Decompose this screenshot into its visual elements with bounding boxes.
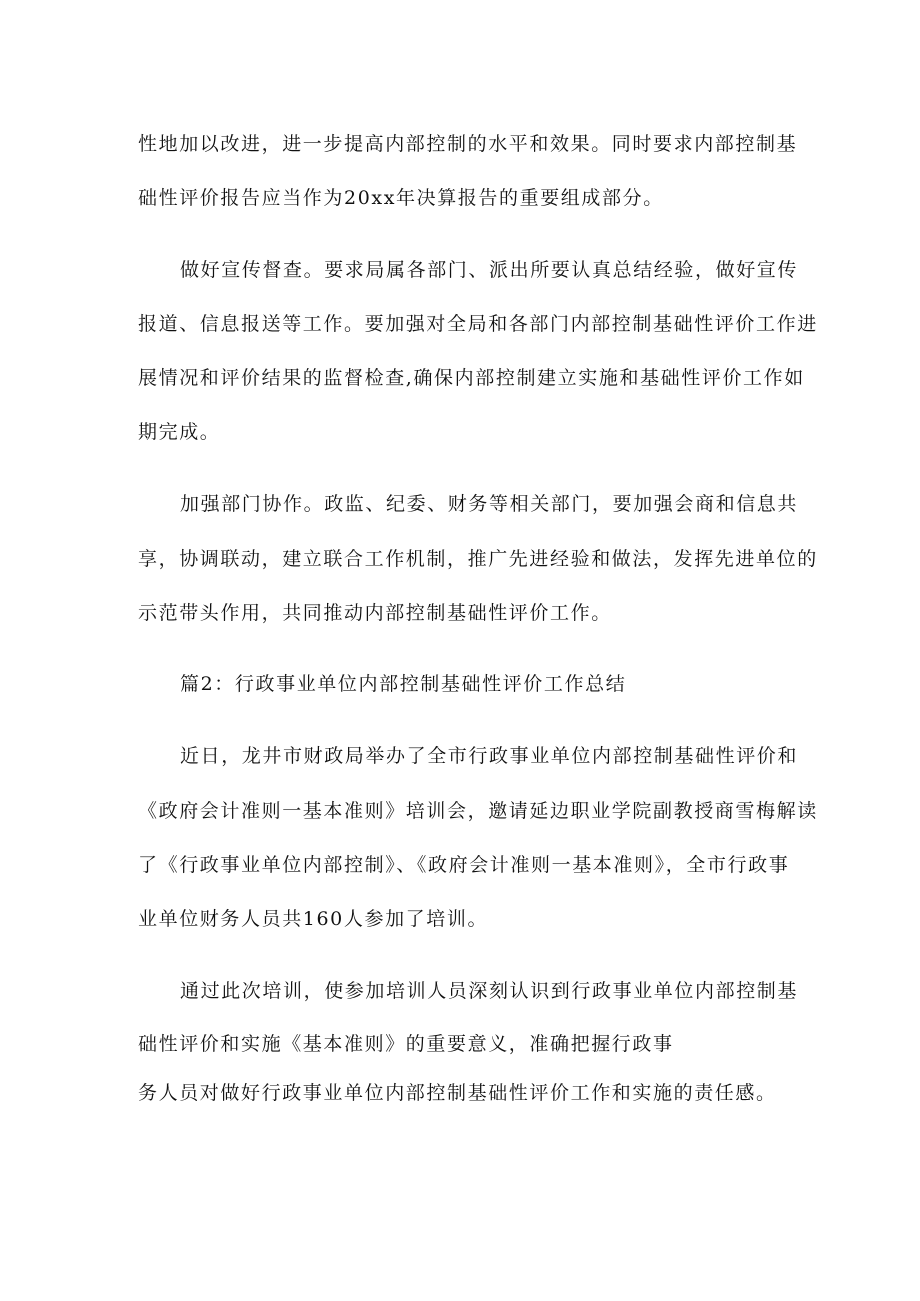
paragraph-line: 加强部门协作。政监、纪委、财务等相关部门，要加强会商和信息共 bbox=[180, 493, 799, 515]
paragraph-line: 《政府会计准则一基本准则》培训会，邀请延边职业学院副教授商雪梅解读 bbox=[138, 800, 818, 822]
paragraph-line: 近日，龙井市财政局举办了全市行政事业单位内部控制基础性评价和 bbox=[180, 745, 799, 767]
paragraph-line: 业单位财务人员共160人参加了培训。 bbox=[138, 908, 489, 930]
paragraph-line: 享，协调联动，建立联合工作机制，推广先进经验和做法，发挥先进单位的 bbox=[138, 548, 818, 570]
paragraph-line: 务人员对做好行政事业单位内部控制基础性评价工作和实施的责任感。 bbox=[138, 1082, 777, 1104]
paragraph-line: 报道、信息报送等工作。要加强对全局和各部门内部控制基础性评价工作进 bbox=[138, 313, 818, 335]
paragraph-line: 期完成。 bbox=[138, 421, 221, 443]
paragraph-line: 础性评价报告应当作为20xx年决算报告的重要组成部分。 bbox=[138, 187, 664, 209]
paragraph-line: 通过此次培训，使参加培训人员深刻认识到行政事业单位内部控制基 bbox=[180, 980, 799, 1002]
paragraph-line: 示范带头作用，共同推动内部控制基础性评价工作。 bbox=[138, 602, 612, 624]
section-heading: 篇2：行政事业单位内部控制基础性评价工作总结 bbox=[180, 673, 627, 695]
paragraph-line: 展情况和评价结果的监督检查,确保内部控制建立实施和基础性评价工作如 bbox=[138, 367, 805, 389]
paragraph-line: 础性评价和实施《基本准则》的重要意义，准确把握行政事 bbox=[138, 1033, 674, 1055]
paragraph-line: 性地加以改进，进一步提高内部控制的水平和效果。同时要求内部控制基 bbox=[138, 133, 798, 155]
paragraph-line: 了《行政事业单位内部控制》、《政府会计准则一基本准则》，全市行政事 bbox=[138, 854, 790, 876]
paragraph-line: 做好宣传督查。要求局属各部门、派出所要认真总结经验，做好宣传 bbox=[180, 259, 799, 281]
